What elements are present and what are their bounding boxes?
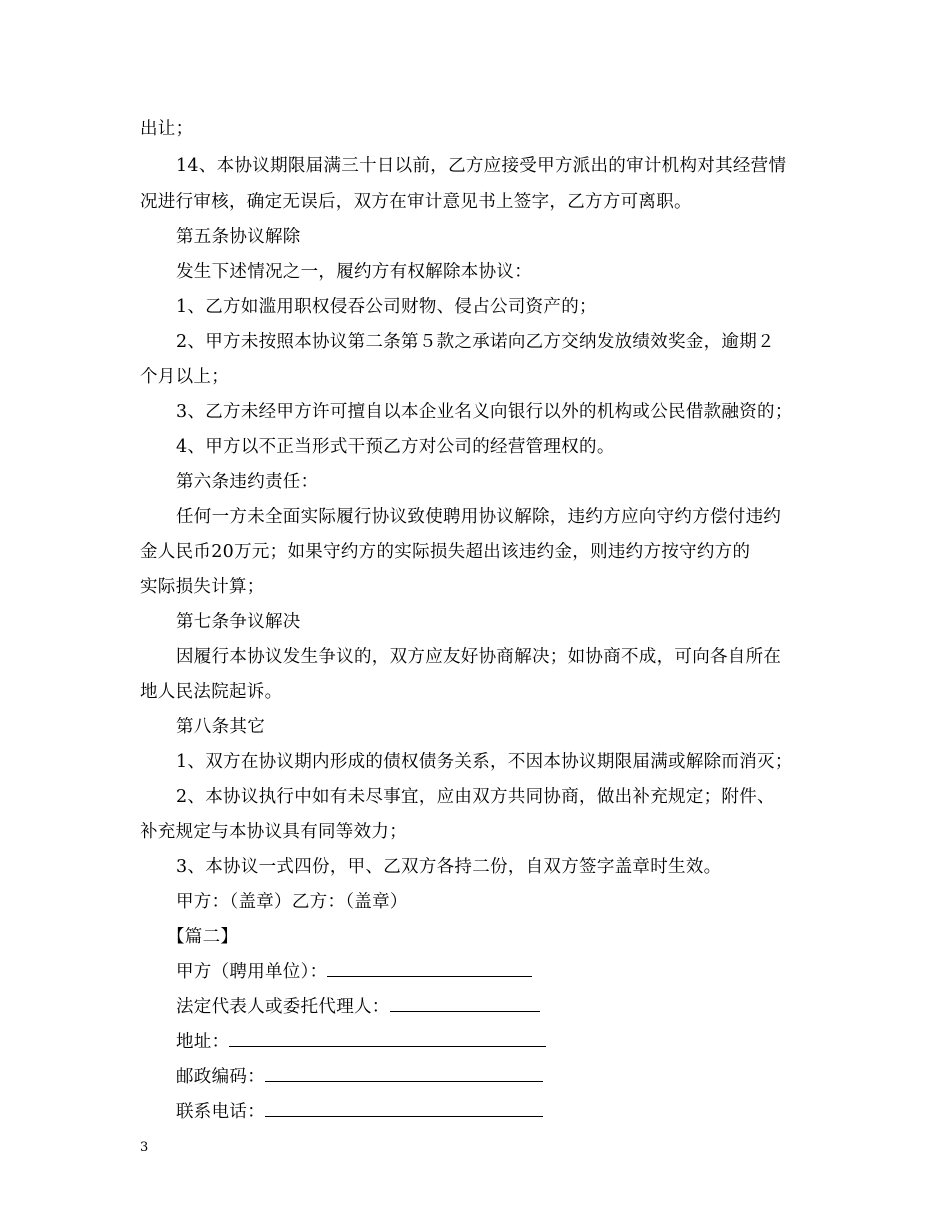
paragraph-line: 2、本协议执行中如有未尽事宜，应由双方共同协商，做出补充规定；附件、 [176,787,775,807]
paragraph-line: 因履行本协议发生争议的，双方应友好协商解决；如协商不成，可向各自所在 [176,647,782,667]
paragraph-line: 发生下述情况之一，履约方有权解除本协议： [176,262,532,282]
paragraph-line: 1、双方在协议期内形成的债权债务关系，不因本协议期限届满或解除而消灭； [176,752,793,772]
paragraph-line: 1、乙方如滥用职权侵吞公司财物、侵占公司资产的； [176,297,597,317]
field-label: 甲方（聘用单位）： [176,962,328,982]
paragraph-line: 个月以上； [140,367,229,387]
section-heading: 第八条其它 [176,717,265,737]
field-label: 法定代表人或委托代理人： [176,997,390,1017]
paragraph-line: 3、乙方未经甲方许可擅自以本企业名义向银行以外的机构或公民借款融资的； [176,402,793,422]
paragraph-line: 况进行审核，确定无误后，双方在审计意见书上签字，乙方方可离职。 [140,192,692,212]
signature-line: 甲方：（盖章）乙方：（盖章） [176,892,408,912]
paragraph-line: 3、本协议一式四份，甲、乙双方各持二份，自双方签字盖章时生效。 [176,857,722,877]
fill-in-blank[interactable] [229,1032,546,1047]
paragraph-line: 14、本协议期限届满三十日以前，乙方应接受甲方派出的审计机构对其经营情 [176,156,787,176]
section-heading: 第五条协议解除 [176,227,301,247]
section-heading: 第六条违约责任： [176,472,319,492]
paragraph-line: 地人民法院起诉。 [140,682,283,702]
paragraph-line: 2、甲方未按照本协议第二条第５款之承诺向乙方交纳发放绩效奖金，逾期２ [176,332,775,352]
fill-in-blank[interactable] [390,997,540,1012]
form-field [176,1101,543,1123]
fill-in-blank[interactable] [265,1102,543,1117]
fill-in-blank[interactable] [327,962,532,977]
form-field [176,1066,543,1088]
paragraph-line: 任何一方未全面实际履行协议致使聘用协议解除，违约方应向守约方偿付违约 [176,507,782,527]
field-label: 联系电话： [176,1102,265,1122]
section-heading: 第七条争议解决 [176,612,301,632]
part-heading: 【篇二】 [167,927,239,947]
paragraph-line: 金人民币20万元；如果守约方的实际损失超出该违约金，则违约方按守约方的 [140,542,751,562]
form-field [176,961,532,983]
field-label: 邮政编码： [176,1067,265,1087]
form-field [176,996,540,1018]
field-label: 地址： [176,1032,230,1052]
page-number: 3 [140,1140,149,1155]
paragraph-line: 出让； [140,119,194,139]
paragraph-line: 补充规定与本协议具有同等效力； [140,822,407,842]
paragraph-line: 实际损失计算； [140,577,265,597]
fill-in-blank[interactable] [265,1067,543,1082]
paragraph-line: 4、甲方以不正当形式干预乙方对公司的经营管理权的。 [176,437,615,457]
form-field [176,1031,546,1053]
